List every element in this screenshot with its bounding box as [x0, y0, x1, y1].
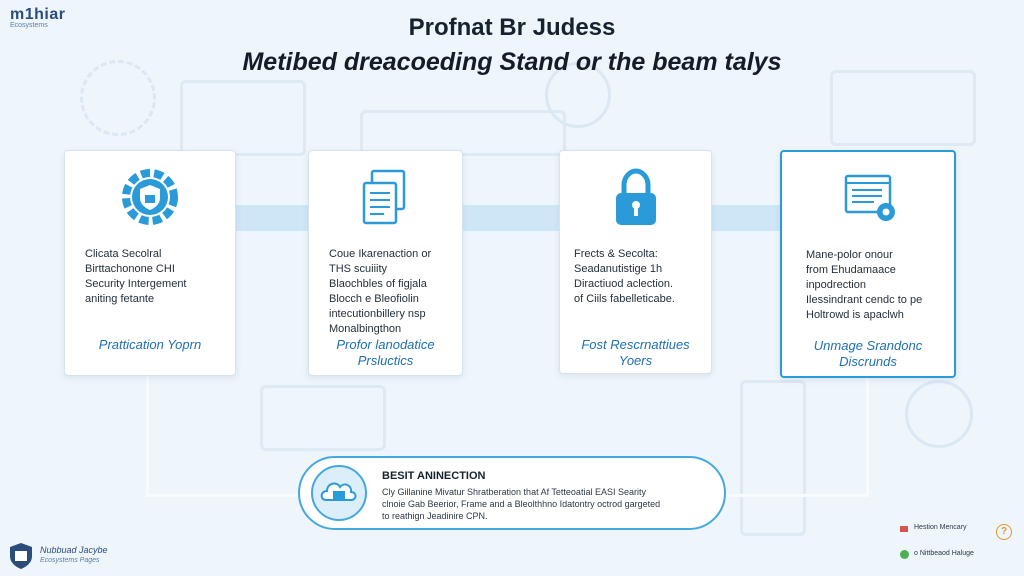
footer-item-bottom[interactable]: o Nittbeaod Haluge	[914, 550, 974, 557]
connector-arrow	[712, 205, 780, 231]
footer-logo	[8, 542, 118, 570]
step-card-2[interactable]	[308, 150, 463, 376]
cloud-chip-icon	[310, 464, 368, 522]
shield-logo-icon	[8, 542, 34, 570]
step-link[interactable]: Prattication Yoprn	[98, 337, 202, 352]
step-link[interactable]: Fost Rescrnattiues Yoers	[581, 337, 690, 368]
step-card-3[interactable]	[559, 150, 712, 374]
summary-text: Cly Gillanine Mivatur Shratberation that Af Tetteoatial EASI Searity clnoie Gab Beerior, Frame and a Bleolthhno Idatontry octrod gargeted to reathign Jeadinire CPN.	[382, 487, 661, 521]
summary-title: BESIT ANINECTION	[382, 470, 486, 482]
step-card-4[interactable]	[780, 150, 956, 378]
title-line-1: Profnat Br Judess	[408, 14, 616, 41]
step-description: Mane-polor onour from Ehudamaace inpodrection Ilessindrant cendc to pe Holtrowd is apaclwh	[806, 249, 923, 321]
padlock-icon	[604, 165, 668, 229]
page-title	[0, 14, 1024, 78]
flow-line	[146, 376, 299, 497]
flow-line	[726, 376, 869, 497]
documents-icon	[354, 165, 418, 229]
step-description: Frects & Secolta: Seadanutistige 1h Diractiuod aclection. of Ciils fabelleticabe.	[574, 248, 675, 305]
background-panel	[830, 70, 976, 146]
footer-logo-subtitle: Ecosystems Pages	[40, 557, 100, 564]
brand-subtitle: Ecosystems	[10, 22, 48, 29]
step-description: Coue Ikarenaction or THS scuiiity Blaochbles of figjala Blocch e Bleofiolin intecutionbillery nsp Monalbingthon	[329, 248, 432, 335]
gear-shield-icon	[118, 165, 182, 229]
footer-logo-name: Nubbuad Jacybe	[40, 545, 108, 555]
footer-right	[892, 520, 1012, 570]
step-link[interactable]: Unmage Srandonc Discrunds	[813, 338, 923, 369]
globe-icon	[900, 550, 909, 559]
flag-icon	[900, 526, 908, 532]
connector-arrow	[463, 205, 559, 231]
document-settings-icon	[836, 166, 900, 230]
brand-name: m1hiar	[10, 6, 66, 23]
background-circle	[905, 380, 973, 448]
summary-box[interactable]	[298, 456, 726, 530]
step-link[interactable]: Profor lanodatice Prsluctics	[336, 337, 435, 368]
help-icon[interactable]: ?	[996, 524, 1012, 540]
step-card-1[interactable]	[64, 150, 236, 376]
step-description: Clicata Secolral Birttachonone CHI Security Intergement aniting fetante	[85, 248, 187, 305]
footer-item-top[interactable]: Hestion Mencary	[914, 524, 967, 531]
title-line-2: Metibed dreacoeding Stand or the beam talys	[242, 48, 782, 76]
background-panel	[180, 80, 306, 156]
connector-arrow	[236, 205, 308, 231]
